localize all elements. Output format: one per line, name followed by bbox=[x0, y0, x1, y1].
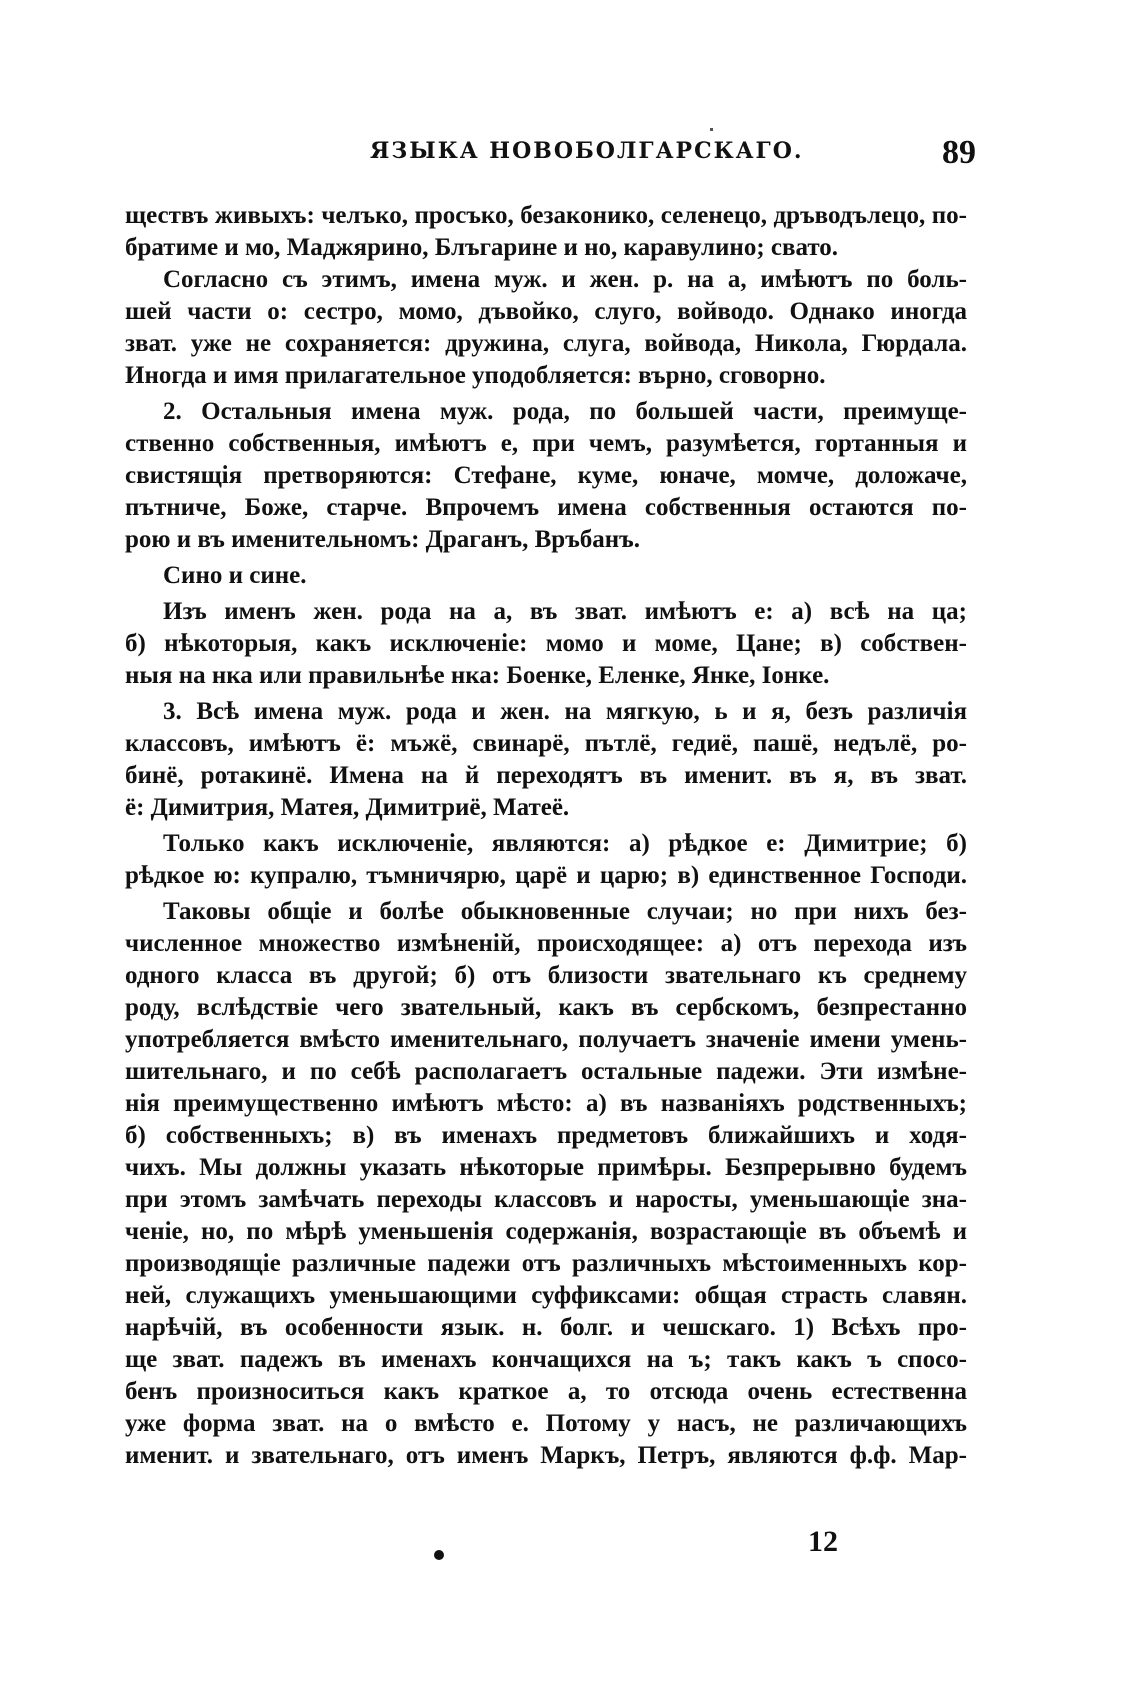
running-title: ЯЗЫКА НОВОБОЛГАРСКАГО. bbox=[370, 138, 804, 164]
text-line: ченіе, но, по мѣрѣ уменьшенія содержанія, возрастающіе въ объемѣ и bbox=[125, 1218, 967, 1245]
running-head bbox=[0, 134, 1140, 178]
text-line: рѣдкое ю: купралю, тъмничярю, царё и царю; в) единственное Господи. bbox=[125, 862, 967, 889]
text-line: свистящія претворяются: Стефане, куме, юначе, момче, доложаче, bbox=[125, 462, 967, 489]
text-line: ё: Димитрия, Матея, Димитриё, Матеё. bbox=[125, 794, 570, 821]
text-line: роду, вслѣдствіе чего звательный, какъ въ сербскомъ, безпрестанно bbox=[125, 994, 967, 1021]
text-line: рою и въ именительномъ: Драганъ, Връбанъ. bbox=[125, 526, 641, 553]
text-line: пътниче, Боже, старче. Впрочемъ имена собственныя остаются по- bbox=[125, 494, 967, 521]
ink-dot bbox=[434, 1550, 444, 1560]
text-line: Согласно съ этимъ, имена муж. и жен. р. на а, имѣютъ по боль- bbox=[163, 266, 967, 293]
text-line: при этомъ замѣчать переходы классовъ и наросты, уменьшающіе зна- bbox=[125, 1186, 967, 1213]
text-line: ще зват. падежъ въ именахъ кончащихся на ъ; такъ какъ ъ спосо- bbox=[125, 1346, 967, 1373]
text-line: ственно собственныя, имѣютъ е, при чемъ, разумѣется, гортанныя и bbox=[125, 430, 967, 457]
text-line: шей части о: сестро, момо, дъвойко, слуго, войводо. Однако иногда bbox=[125, 298, 967, 325]
text-line: ществъ живыхъ: челъко, просъко, безаконико, селенецо, дръводълецо, по- bbox=[125, 202, 967, 229]
text-line: уже форма зват. на о вмѣсто е. Потому у насъ, не различающихъ bbox=[125, 1410, 967, 1437]
text-line: нарѣчій, въ особенности язык. н. болг. и чешскаго. 1) Всѣхъ про- bbox=[125, 1314, 967, 1341]
text-line: Иногда и имя прилагательное уподобляется: върно, сговорно. bbox=[125, 362, 826, 389]
text-line: численное множество измѣненій, происходящее: а) отъ перехода изъ bbox=[125, 930, 967, 957]
text-line: именит. и звательнаго, отъ именъ Маркъ, Петръ, являются ф.ф. Мар- bbox=[125, 1442, 967, 1469]
text-line: зват. уже не сохраняется: дружина, слуга, войвода, Никола, Гюрдала. bbox=[125, 330, 967, 357]
page-footer bbox=[0, 1525, 1140, 1585]
text-line: Изъ именъ жен. рода на а, въ зват. имѣютъ е: а) всѣ на ца; bbox=[163, 598, 967, 625]
text-line: классовъ, имѣютъ ё: мъжё, свинарё, пътлё, гедиё, пашё, недълё, ро- bbox=[125, 730, 967, 757]
text-line: бинё, ротакинё. Имена на й переходятъ въ именит. въ я, въ зват. bbox=[125, 762, 967, 789]
text-line: б) нѣкоторыя, какъ исключеніе: момо и моме, Цане; в) собствен- bbox=[125, 630, 967, 657]
paper-speck bbox=[710, 128, 713, 131]
text-line: братиме и мо, Маджярино, Блъгарине и но, каравулино; свато. bbox=[125, 234, 839, 261]
text-line: употребляется вмѣсто именительнаго, получаетъ значеніе имени умень- bbox=[125, 1026, 967, 1053]
text-line: б) собственныхъ; в) въ именахъ предметовъ ближайшихъ и ходя- bbox=[125, 1122, 967, 1149]
text-line: ныя на нка или правильнѣе нка: Боенке, Еленке, Янке, Іонке. bbox=[125, 662, 830, 689]
text-line: одного класса въ другой; б) отъ близости звательнаго къ среднему bbox=[125, 962, 967, 989]
text-line: чихъ. Мы должны указать нѣкоторые примѣры. Безпрерывно будемъ bbox=[125, 1154, 967, 1181]
text-line: производящіе различные падежи отъ различныхъ мѣстоименныхъ кор- bbox=[125, 1250, 967, 1277]
text-line: шительнаго, и по себѣ располагаетъ остальные падежи. Эти измѣне- bbox=[125, 1058, 967, 1085]
text-line: 3. Всѣ имена муж. рода и жен. на мягкую, ь и я, безъ различія bbox=[163, 698, 967, 725]
text-line: 2. Остальныя имена муж. рода, по большей части, преимуще- bbox=[163, 398, 967, 425]
signature-mark: 12 bbox=[808, 1525, 838, 1558]
text-line: Сино и сине. bbox=[163, 562, 307, 589]
text-line: Таковы общіе и болѣе обыкновенные случаи; но при нихъ без- bbox=[163, 898, 967, 925]
text-line: Только какъ исключеніе, являются: а) рѣдкое е: Димитрие; б) bbox=[163, 830, 967, 857]
body-text bbox=[125, 200, 967, 1472]
text-line: нія преимущественно имѣютъ мѣсто: а) въ названіяхъ родственныхъ; bbox=[125, 1090, 967, 1117]
text-line: ней, служащихъ уменьшающими суффиксами: общая страсть славян. bbox=[125, 1282, 967, 1309]
page-number: 89 bbox=[942, 134, 976, 171]
text-line: бенъ произноситься какъ краткое а, то отсюда очень естественна bbox=[125, 1378, 967, 1405]
